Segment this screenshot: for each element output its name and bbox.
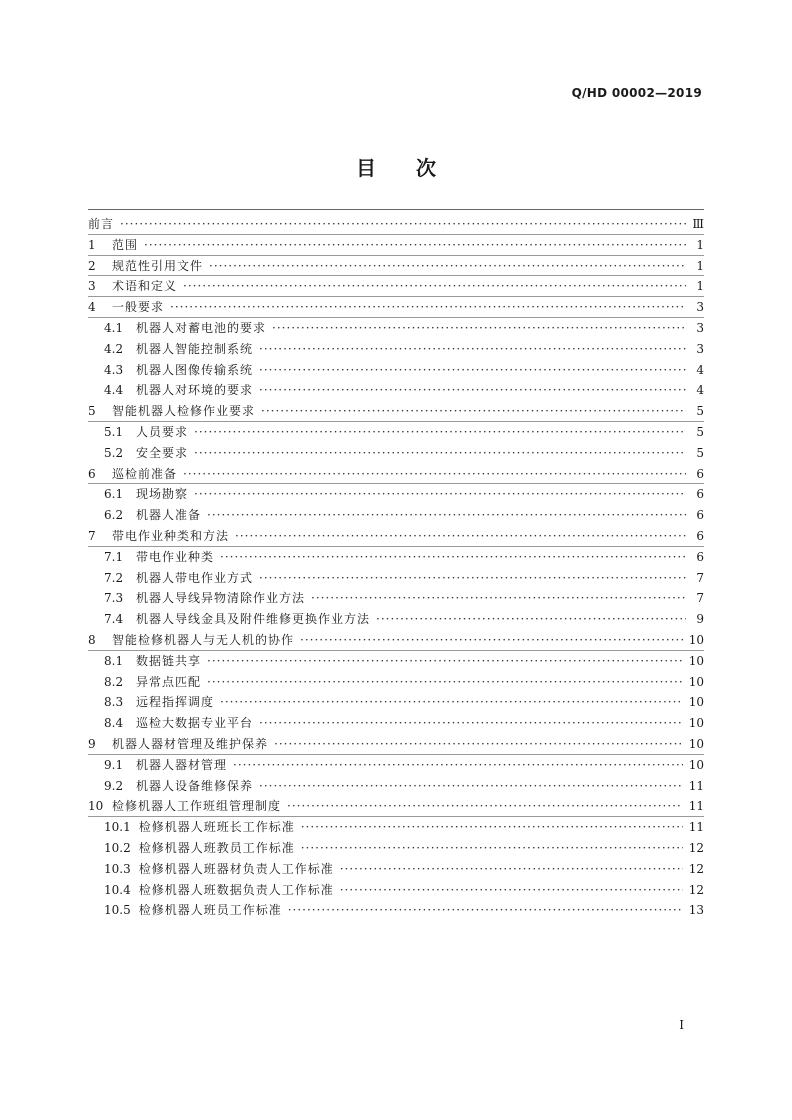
toc-entry-number: 2 xyxy=(88,258,96,273)
toc-entry-number: 6.1 xyxy=(104,487,124,502)
toc-entry-page: 12 xyxy=(688,882,704,897)
toc-entry-page: 1 xyxy=(696,279,704,294)
toc-section-entry[interactable] xyxy=(88,838,704,859)
toc-dot-leader xyxy=(194,484,686,505)
toc-entry-label: 巡检前准备 xyxy=(112,466,178,481)
toc-entry-label: 机器人器材管理 xyxy=(136,757,228,772)
toc-dot-leader xyxy=(220,547,686,568)
toc-entry-page: 6 xyxy=(696,549,704,564)
toc-section-entry[interactable] xyxy=(88,609,704,630)
toc-dot-leader xyxy=(301,838,683,859)
toc-entry-number: 4 xyxy=(88,300,96,315)
toc-entry-number: 10.3 xyxy=(104,861,131,876)
toc-section-entry[interactable] xyxy=(88,900,704,921)
toc-entry-page: 11 xyxy=(688,799,704,814)
toc-dot-leader xyxy=(300,630,683,651)
toc-entry-page: 4 xyxy=(696,362,704,377)
footer-page-number: I xyxy=(679,1018,684,1032)
toc-section-entry[interactable] xyxy=(88,318,704,339)
toc-entry-label: 机器人图像传输系统 xyxy=(136,362,254,377)
toc-chapter-entry[interactable] xyxy=(88,235,704,256)
toc-entry-page: 10 xyxy=(688,653,704,668)
toc-entry-number: 8.3 xyxy=(104,695,124,710)
toc-entry-label: 机器人设备维修保养 xyxy=(136,778,254,793)
toc-entry-label: 人员要求 xyxy=(136,424,189,439)
toc-dot-leader xyxy=(120,214,686,235)
toc-dot-leader xyxy=(207,672,683,693)
toc-entry-page: 11 xyxy=(688,820,704,835)
toc-entry-label: 检修机器人工作班组管理制度 xyxy=(112,799,282,814)
toc-chapter-entry[interactable] xyxy=(88,734,704,755)
toc-entry-number: 9.2 xyxy=(104,778,124,793)
toc-entry-page: 3 xyxy=(696,300,704,315)
toc-section-entry[interactable] xyxy=(88,817,704,838)
toc-dot-leader xyxy=(183,464,686,485)
toc-entry-number: 7.4 xyxy=(104,612,124,627)
toc-entry-page: 3 xyxy=(696,320,704,335)
toc-section-entry[interactable] xyxy=(88,380,704,401)
toc-dot-leader xyxy=(376,609,686,630)
toc-chapter-entry[interactable] xyxy=(88,276,704,297)
toc-entry-label: 机器人对蓄电池的要求 xyxy=(136,320,267,335)
toc-entry-page: 5 xyxy=(696,424,704,439)
page-title: 目 次 xyxy=(356,156,436,180)
toc-section-entry[interactable] xyxy=(88,755,704,776)
toc-chapter-entry[interactable] xyxy=(88,796,704,817)
toc-entry-page: Ⅲ xyxy=(692,217,704,231)
toc-section-entry[interactable] xyxy=(88,568,704,589)
toc-chapter-entry[interactable] xyxy=(88,630,704,651)
toc-section-entry[interactable] xyxy=(88,339,704,360)
toc-section-entry[interactable] xyxy=(88,672,704,693)
toc-entry-number: 6 xyxy=(88,466,96,481)
toc-dot-leader xyxy=(311,588,686,609)
toc-entry-page: 9 xyxy=(696,612,704,627)
toc-entry-page: 10 xyxy=(688,716,704,731)
toc-entry-page: 6 xyxy=(696,466,704,481)
toc-dot-leader xyxy=(183,276,686,297)
toc-entry-label: 带电作业种类 xyxy=(136,549,215,564)
toc-entry-label: 机器人器材管理及维护保养 xyxy=(112,736,269,751)
toc-entry-label: 术语和定义 xyxy=(112,279,178,294)
toc-entry-label: 范围 xyxy=(112,237,139,252)
toc-entry-label: 智能机器人检修作业要求 xyxy=(112,404,256,419)
toc-entry-number: 5.1 xyxy=(104,424,124,439)
toc-dot-leader xyxy=(301,817,683,838)
toc-entry-number: 10.4 xyxy=(104,882,131,897)
toc-dot-leader xyxy=(207,651,683,672)
toc-entry-number: 7.2 xyxy=(104,570,124,585)
toc-entry-number: 8 xyxy=(88,632,96,647)
toc-section-entry[interactable] xyxy=(88,859,704,880)
toc-dot-leader xyxy=(170,297,686,318)
toc-entry-number: 8.1 xyxy=(104,653,124,668)
toc-entry-page: 6 xyxy=(696,508,704,523)
toc-section-entry[interactable] xyxy=(88,422,704,443)
toc-dot-leader xyxy=(194,422,686,443)
toc-entry-label: 带电作业种类和方法 xyxy=(112,528,230,543)
toc-entry-label: 检修机器人班数据负责人工作标准 xyxy=(138,882,334,897)
toc-dot-leader xyxy=(209,256,686,277)
toc-entry-number: 3 xyxy=(88,279,96,294)
toc-entry-page: 10 xyxy=(688,736,704,751)
toc-entry-label: 机器人智能控制系统 xyxy=(136,341,254,356)
toc-entry-page: 13 xyxy=(688,903,704,918)
toc-entry-page: 7 xyxy=(696,570,704,585)
toc-dot-leader xyxy=(259,360,686,381)
toc-entry-number: 9 xyxy=(88,736,96,751)
toc-entry-label: 检修机器人班班长工作标准 xyxy=(138,820,295,835)
toc-entry-label: 机器人准备 xyxy=(136,508,202,523)
toc-entry-number: 4.2 xyxy=(104,341,124,356)
toc-entry-page: 10 xyxy=(688,757,704,772)
toc-entry-page: 6 xyxy=(696,528,704,543)
toc-entry-number: 4.3 xyxy=(104,362,124,377)
toc-entry-label: 机器人导线异物清除作业方法 xyxy=(136,591,306,606)
toc-entry-page: 11 xyxy=(688,778,704,793)
toc-section-entry[interactable] xyxy=(88,651,704,672)
toc-entry-label: 前言 xyxy=(88,217,115,231)
toc-entry-number: 10.2 xyxy=(104,840,131,855)
toc-entry-number: 10.1 xyxy=(104,820,131,835)
toc-entry-label: 数据链共享 xyxy=(136,653,202,668)
toc-section-entry[interactable] xyxy=(88,692,704,713)
toc-dot-leader xyxy=(259,776,683,797)
toc-entry-page: 3 xyxy=(696,341,704,356)
toc-entry-label: 巡检大数据专业平台 xyxy=(136,716,254,731)
toc-entry-number: 8.4 xyxy=(104,716,124,731)
toc-section-entry[interactable] xyxy=(88,776,704,797)
toc-chapter-entry[interactable] xyxy=(88,401,704,422)
toc-section-entry[interactable] xyxy=(88,360,704,381)
toc-entry-page: 10 xyxy=(688,674,704,689)
toc-entry-page: 4 xyxy=(696,383,704,398)
toc-dot-leader xyxy=(233,755,683,776)
toc-chapter-entry[interactable] xyxy=(88,297,704,318)
toc-entry-label: 现场勘察 xyxy=(136,487,189,502)
toc-entry-number: 5 xyxy=(88,404,96,419)
toc-dot-leader xyxy=(220,692,683,713)
toc-dot-leader xyxy=(259,339,686,360)
toc-entry-number: 4.1 xyxy=(104,320,124,335)
divider xyxy=(88,209,704,210)
toc-entry-page: 6 xyxy=(696,487,704,502)
toc-dot-leader xyxy=(261,401,686,422)
toc-dot-leader xyxy=(259,380,686,401)
toc-dot-leader xyxy=(288,900,683,921)
toc-entry-number: 10 xyxy=(88,799,104,814)
toc-entry-number: 7.1 xyxy=(104,549,124,564)
toc-section-entry[interactable] xyxy=(88,588,704,609)
toc-entry-number: 5.2 xyxy=(104,445,124,460)
toc-section-entry[interactable] xyxy=(88,505,704,526)
toc-entry-number: 7 xyxy=(88,528,96,543)
toc-entry-page: 7 xyxy=(696,591,704,606)
toc-entry-page: 10 xyxy=(688,632,704,647)
toc-chapter-entry[interactable] xyxy=(88,526,704,547)
toc-chapter-entry[interactable] xyxy=(88,256,704,277)
toc-entry-number: 10.5 xyxy=(104,903,131,918)
toc-dot-leader xyxy=(194,443,686,464)
toc-dot-leader xyxy=(340,859,683,880)
toc-entry-label: 机器人对环境的要求 xyxy=(136,383,254,398)
toc-dot-leader xyxy=(235,526,686,547)
toc-dot-leader xyxy=(259,713,683,734)
toc-entry-page: 5 xyxy=(696,404,704,419)
toc-entry-label: 智能检修机器人与无人机的协作 xyxy=(112,632,295,647)
toc-entry-label: 一般要求 xyxy=(112,300,165,315)
toc-chapter-entry[interactable] xyxy=(88,214,704,235)
toc-entry-page: 1 xyxy=(696,237,704,252)
toc-chapter-entry[interactable] xyxy=(88,464,704,485)
toc-entry-number: 7.3 xyxy=(104,591,124,606)
toc-entry-page: 12 xyxy=(688,861,704,876)
toc-dot-leader xyxy=(272,318,686,339)
toc-dot-leader xyxy=(144,235,686,256)
toc-entry-page: 1 xyxy=(696,258,704,273)
table-of-contents xyxy=(88,214,704,921)
toc-entry-number: 4.4 xyxy=(104,383,124,398)
toc-section-entry[interactable] xyxy=(88,547,704,568)
toc-entry-label: 远程指挥调度 xyxy=(136,695,215,710)
toc-entry-label: 规范性引用文件 xyxy=(112,258,204,273)
toc-entry-page: 10 xyxy=(688,695,704,710)
toc-entry-label: 检修机器人班教员工作标准 xyxy=(138,840,295,855)
toc-section-entry[interactable] xyxy=(88,880,704,901)
toc-section-entry[interactable] xyxy=(88,484,704,505)
toc-dot-leader xyxy=(259,568,686,589)
toc-entry-page: 12 xyxy=(688,840,704,855)
standard-code: Q/HD 00002—2019 xyxy=(571,86,702,100)
toc-entry-number: 1 xyxy=(88,237,96,252)
toc-dot-leader xyxy=(207,505,686,526)
toc-entry-label: 机器人带电作业方式 xyxy=(136,570,254,585)
toc-entry-label: 检修机器人班员工作标准 xyxy=(138,903,282,918)
toc-entry-page: 5 xyxy=(696,445,704,460)
toc-entry-label: 异常点匹配 xyxy=(136,674,202,689)
toc-entry-label: 检修机器人班器材负责人工作标准 xyxy=(138,861,334,876)
toc-entry-number: 9.1 xyxy=(104,757,124,772)
toc-dot-leader xyxy=(287,796,683,817)
toc-entry-number: 6.2 xyxy=(104,508,124,523)
toc-entry-label: 安全要求 xyxy=(136,445,189,460)
toc-dot-leader xyxy=(274,734,683,755)
toc-dot-leader xyxy=(340,880,683,901)
toc-section-entry[interactable] xyxy=(88,713,704,734)
toc-entry-label: 机器人导线金具及附件维修更换作业方法 xyxy=(136,612,371,627)
toc-entry-number: 8.2 xyxy=(104,674,124,689)
toc-section-entry[interactable] xyxy=(88,443,704,464)
